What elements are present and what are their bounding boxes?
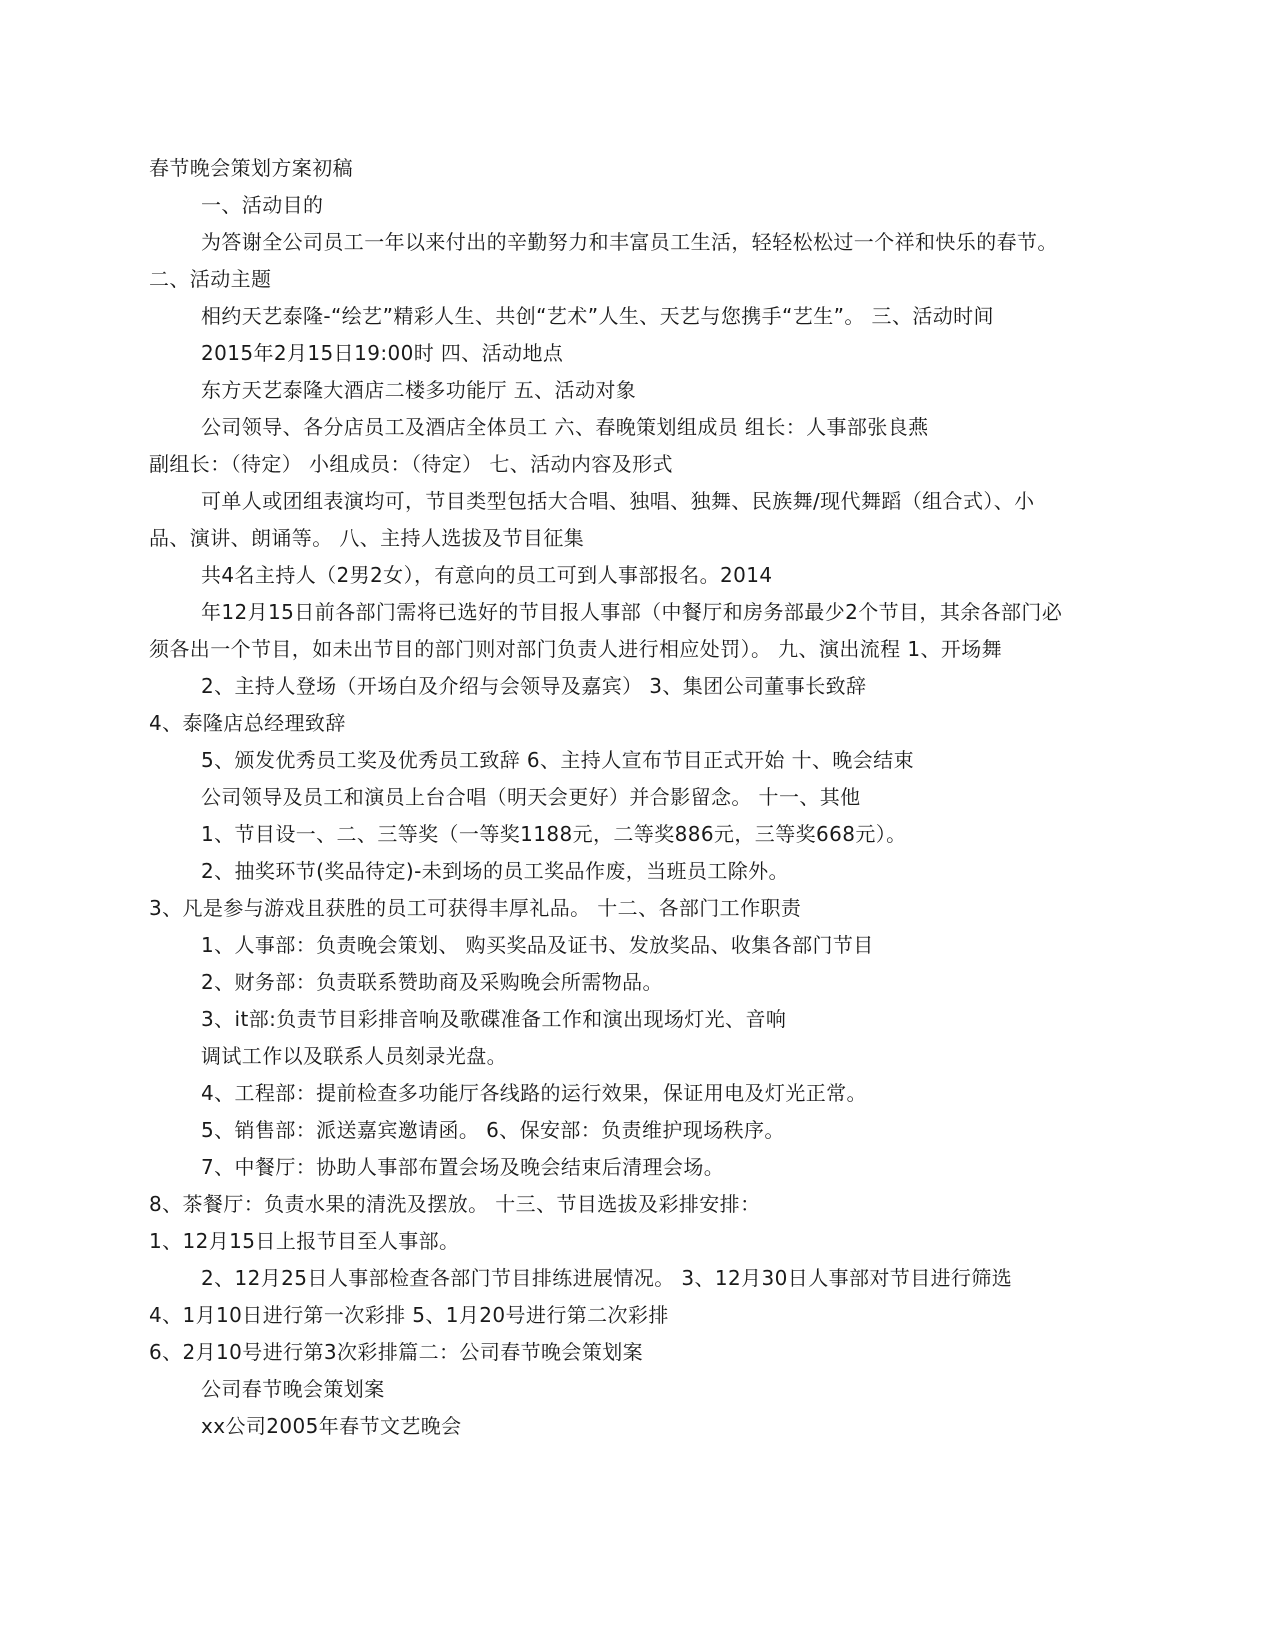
- document-line: 共4名主持人（2男2女），有意向的员工可到人事部报名。2014: [201, 563, 773, 587]
- document-line: 二、活动主题: [149, 267, 272, 291]
- document-line: 4、工程部：提前检查多功能厅各线路的运行效果，保证用电及灯光正常。: [201, 1081, 867, 1105]
- document-line: 公司春节晚会策划案: [201, 1377, 385, 1401]
- document-line: 4、泰隆店总经理致辞: [149, 711, 346, 735]
- document-body: [149, 150, 1134, 1445]
- document-line: 调试工作以及联系人员刻录光盘。: [201, 1044, 507, 1068]
- document-line: 8、茶餐厅：负责水果的清洗及摆放。 十三、节目选拔及彩排安排：: [149, 1192, 761, 1216]
- document-line: 4、1月10日进行第一次彩排 5、1月20号进行第二次彩排: [149, 1303, 669, 1327]
- document-line: 为答谢全公司员工一年以来付出的辛勤努力和丰富员工生活，轻轻松松过一个祥和快乐的春节。: [201, 230, 1058, 254]
- document-line: 须各出一个节目，如未出节目的部门则对部门负责人进行相应处罚）。 九、演出流程 1、开场舞: [149, 637, 1003, 661]
- document-line: 一、活动目的: [201, 193, 324, 217]
- document-line: 5、销售部：派送嘉宾邀请函。 6、保安部：负责维护现场秩序。: [201, 1118, 785, 1142]
- document-line: 公司领导、各分店员工及酒店全体员工 六、春晚策划组成员 组长：人事部张良燕: [201, 415, 929, 439]
- document-line: 副组长：（待定） 小组成员：（待定） 七、活动内容及形式: [149, 452, 673, 476]
- document-line: 2015年2月15日19:00时 四、活动地点: [201, 341, 564, 365]
- document-line: 东方天艺泰隆大酒店二楼多功能厅 五、活动对象: [201, 378, 637, 402]
- document-line: 可单人或团组表演均可，节目类型包括大合唱、独唱、独舞、民族舞/现代舞蹈（组合式）、小: [201, 489, 1035, 513]
- document-line: 年12月15日前各部门需将已选好的节目报人事部（中餐厅和房务部最少2个节目，其余各部门必: [201, 600, 1063, 624]
- document-line: 3、it部:负责节目彩排音响及歌碟准备工作和演出现场灯光、音响: [201, 1007, 787, 1031]
- document-line: 3、凡是参与游戏且获胜的员工可获得丰厚礼品。 十二、各部门工作职责: [149, 896, 802, 920]
- document-title: 春节晚会策划方案初稿: [149, 156, 353, 180]
- document-line: 6、2月10号进行第3次彩排篇二：公司春节晚会策划案: [149, 1340, 644, 1364]
- document-line: 品、演讲、朗诵等。 八、主持人选拔及节目征集: [149, 526, 585, 550]
- document-line: 2、财务部：负责联系赞助商及采购晚会所需物品。: [201, 970, 663, 994]
- document-line: 7、中餐厅：协助人事部布置会场及晚会结束后清理会场。: [201, 1155, 725, 1179]
- document-line: 5、颁发优秀员工奖及优秀员工致辞 6、主持人宣布节目正式开始 十、晚会结束: [201, 748, 914, 772]
- document-line: 2、主持人登场（开场白及介绍与会领导及嘉宾） 3、集团公司董事长致辞: [201, 674, 867, 698]
- document-line: 2、12月25日人事部检查各部门节目排练进展情况。 3、12月30日人事部对节目进行筛选: [201, 1266, 1013, 1290]
- document-line: 1、人事部：负责晚会策划、 购买奖品及证书、发放奖品、收集各部门节目: [201, 933, 874, 957]
- document-line: 2、抽奖环节(奖品待定)-未到场的员工奖品作废，当班员工除外。: [201, 859, 789, 883]
- document-line: xx公司2005年春节文艺晚会: [201, 1414, 462, 1438]
- document-line: 1、节目设一、二、三等奖（一等奖1188元，二等奖886元，三等奖668元）。: [201, 822, 907, 846]
- document-line: 公司领导及员工和演员上台合唱（明天会更好）并合影留念。 十一、其他: [201, 785, 861, 809]
- document-line: 1、12月15日上报节目至人事部。: [149, 1229, 460, 1253]
- document-line: 相约天艺泰隆-“绘艺”精彩人生、共创“艺术”人生、天艺与您携手“艺生”。 三、活动时间: [201, 304, 994, 328]
